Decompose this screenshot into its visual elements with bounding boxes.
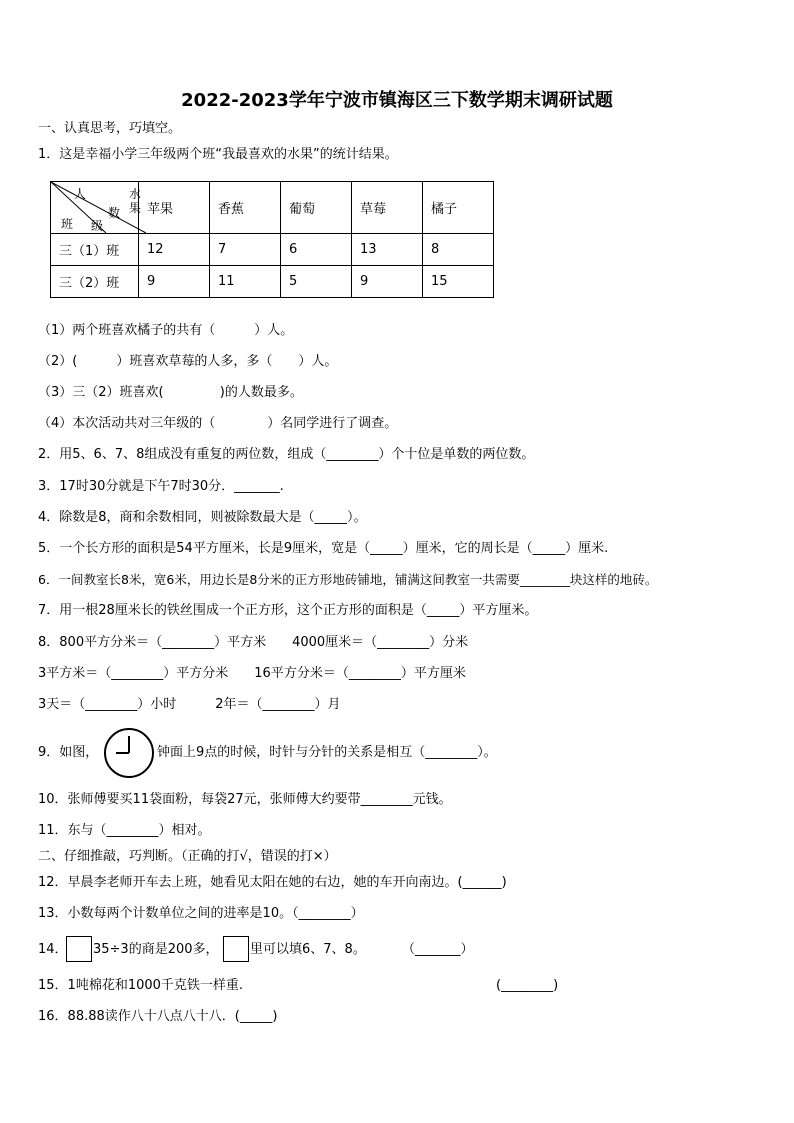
page-title: 2022-2023学年宁波市镇海区三下数学期末调研试题: [181, 90, 613, 111]
question-8-line-3: 3天＝（________）小时 2年＝（________）月: [38, 697, 341, 712]
answer-box: [66, 936, 92, 962]
question-1-sub-4: （4）本次活动共对三年级的（ ）名同学进行了调查。: [38, 416, 398, 431]
table-corner-header: [51, 182, 142, 234]
column-header-banana: 香蕉: [210, 182, 281, 234]
table-cell: 9: [352, 266, 423, 298]
section-heading-2: 二、仔细推敲，巧判断。（正确的打√，错误的打×）: [38, 849, 337, 864]
question-8-line-1: 8．800平方分米＝（________）平方米 4000厘米＝（________）分米: [38, 635, 469, 650]
question-14-part-1: 35÷3的商是200多，: [93, 942, 219, 957]
table-cell: 9: [139, 266, 210, 298]
question-15: 15．1吨棉花和1000千克铁一样重.: [38, 978, 244, 993]
corner-label-class: 班: [61, 217, 74, 231]
question-14-blank: （_______）: [402, 942, 474, 957]
column-header-apple: 苹果: [139, 182, 210, 234]
table-row: [51, 266, 494, 298]
question-16: 16．88.88读作八十八点八十八．(_____): [38, 1009, 278, 1024]
question-10: 10．张师傅要买11袋面粉，每袋27元，张师傅大约要带________元钱。: [38, 792, 452, 807]
table-cell: 8: [423, 234, 494, 266]
question-4: 4．除数是8，商和余数相同，则被除数最大是（_____）。: [38, 510, 367, 525]
question-8-line-2: 3平方米＝（________）平方分米 16平方分米＝（________）平方厘米: [38, 666, 466, 681]
corner-label-water: 水: [129, 187, 142, 201]
row-label: 三（2）班: [51, 266, 139, 298]
question-11: 11．东与（________）相对。: [38, 823, 211, 838]
question-14-number: 14．: [38, 942, 68, 957]
clock-icon: [103, 727, 155, 779]
table-cell: 15: [423, 266, 494, 298]
question-1-sub-1: （1）两个班喜欢橘子的共有（ ）人。: [38, 323, 294, 338]
question-9-prefix: 9．如图，: [38, 745, 99, 760]
column-header-strawberry: 草莓: [352, 182, 423, 234]
column-header-grape: 葡萄: [281, 182, 352, 234]
table-cell: 7: [210, 234, 281, 266]
fruit-stats-table: [50, 181, 494, 298]
question-3: 3．17时30分就是下午7时30分．_______.: [38, 479, 284, 494]
question-7: 7．用一根28厘米长的铁丝围成一个正方形，这个正方形的面积是（_____）平方厘米。: [38, 603, 538, 618]
table-row: [51, 234, 494, 266]
question-15-blank: (________): [496, 978, 559, 993]
question-14-part-2: 里可以填6、7、8。: [250, 942, 366, 957]
corner-label-count: 数: [108, 206, 121, 220]
question-6: 6．一间教室长8米，宽6米，用边长是8分米的正方形地砖铺地，铺满这间教室一共需要________块这样的地砖。: [38, 572, 658, 587]
table-header-row: [51, 182, 494, 234]
table-cell: 6: [281, 234, 352, 266]
column-header-orange: 橘子: [423, 182, 494, 234]
question-1-sub-2: （2）( ）班喜欢草莓的人多，多（ ）人。: [38, 354, 338, 369]
row-label: 三（1）班: [51, 234, 139, 266]
question-5: 5．一个长方形的面积是54平方厘米，长是9厘米，宽是（_____）厘米，它的周长是（_____）厘米.: [38, 541, 609, 556]
section-heading-1: 一、认真思考，巧填空。: [38, 121, 182, 136]
answer-box: [223, 936, 249, 962]
table-cell: 12: [139, 234, 210, 266]
table-cell: 13: [352, 234, 423, 266]
question-2: 2．用5、6、7、8组成没有重复的两位数，组成（________）个十位是单数的两位数。: [38, 447, 535, 462]
question-1-sub-3: （3）三（2）班喜欢( )的人数最多。: [38, 385, 303, 400]
corner-label-fruit: 果: [129, 201, 142, 215]
table-cell: 11: [210, 266, 281, 298]
question-1-text: 1．这是幸福小学三年级两个班“我最喜欢的水果”的统计结果。: [38, 147, 398, 162]
question-9-text: 钟面上9点的时候，时针与分针的关系是相互（________）。: [157, 745, 497, 760]
corner-label-grade: 级: [91, 219, 104, 233]
question-12: 12．早晨李老师开车去上班，她看见太阳在她的右边，她的车开向南边。(______): [38, 875, 507, 890]
table-cell: 5: [281, 266, 352, 298]
question-13: 13．小数每两个计数单位之间的进率是10。（________）: [38, 906, 364, 921]
corner-label-person: 人: [74, 187, 87, 201]
